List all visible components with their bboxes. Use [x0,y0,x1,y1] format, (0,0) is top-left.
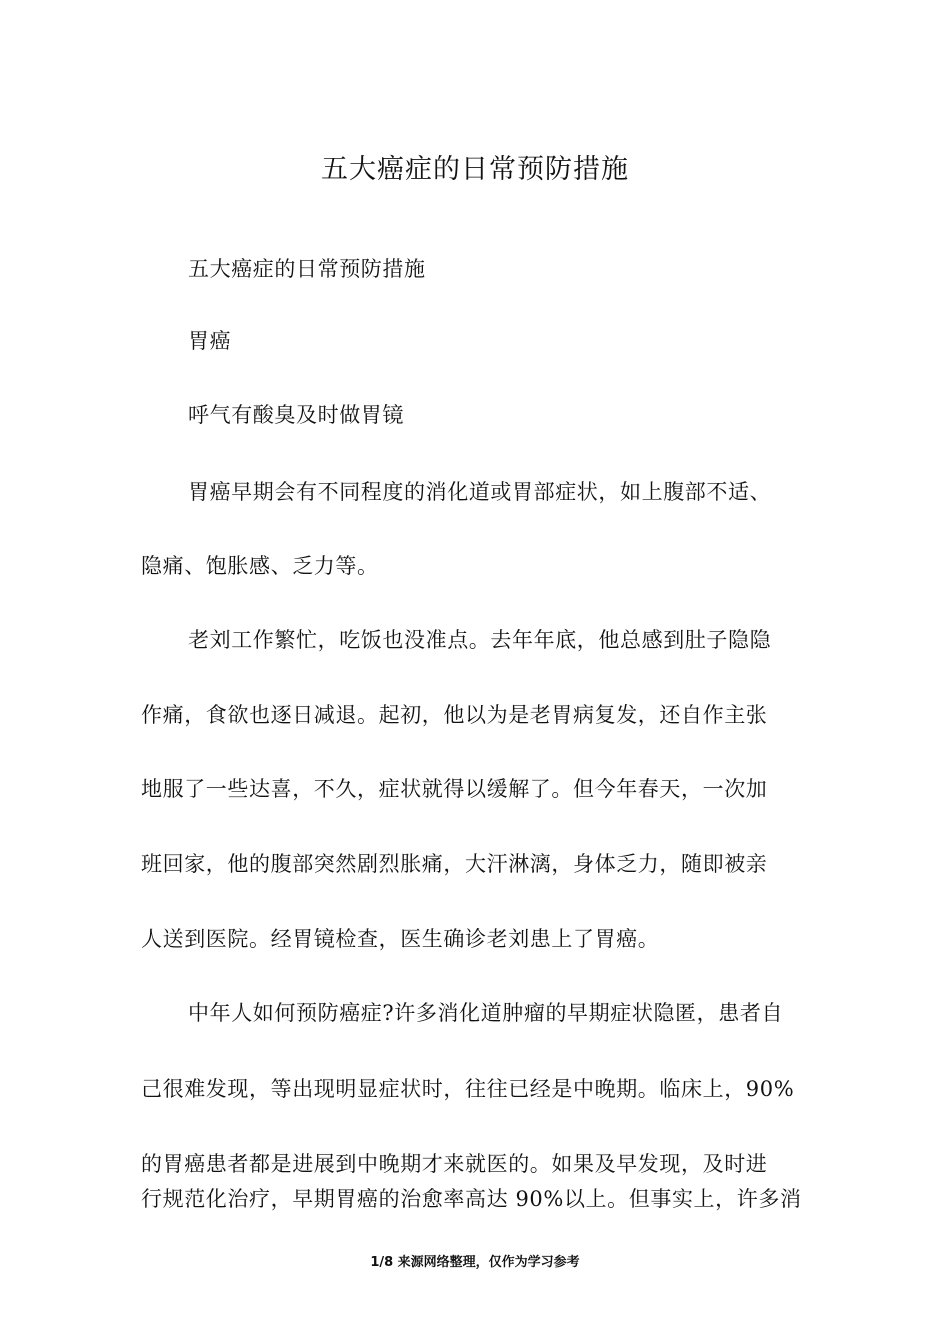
paragraph-line: 隐痛、饱胀感、乏力等。 [141,554,379,578]
paragraph-line: 己很难发现，等出现明显症状时，往往已经是中晚期。临床上，90% [141,1077,795,1101]
paragraph-line: 地服了一些达喜，不久，症状就得以缓解了。但今年春天，一次加 [141,777,768,801]
paragraph-line: 作痛，食欲也逐日减退。起初，他以为是老胃病复发，还自作主张 [141,703,768,727]
paragraph-line: 胃癌早期会有不同程度的消化道或胃部症状，如上腹部不适、 [188,480,772,504]
paragraph-line: 老刘工作繁忙，吃饭也没准点。去年年底，他总感到肚子隐隐 [188,628,772,652]
paragraph-line: 的胃癌患者都是进展到中晚期才来就医的。如果及早发现，及时进 [141,1152,768,1176]
paragraph-line: 人送到医院。经胃镜检查，医生确诊老刘患上了胃癌。 [141,927,660,951]
subsection-heading: 呼气有酸臭及时做胃镜 [188,403,404,427]
paragraph-line: 中年人如何预防癌症?许多消化道肿瘤的早期症状隐匿，患者自 [188,1001,784,1025]
paragraph-line: 班回家，他的腹部突然剧烈胀痛，大汗淋漓，身体乏力，随即被亲 [141,852,768,876]
section-heading: 胃癌 [188,329,232,353]
paragraph-line: 行规范化治疗，早期胃癌的治愈率高达 90%以上。但事实上，许多消 [141,1187,802,1211]
document-title: 五大癌症的日常预防措施 [321,154,629,185]
paragraph-heading: 五大癌症的日常预防措施 [188,257,426,281]
page-footer: 1/8 来源网络整理，仅作为学习参考 [370,1255,580,1270]
